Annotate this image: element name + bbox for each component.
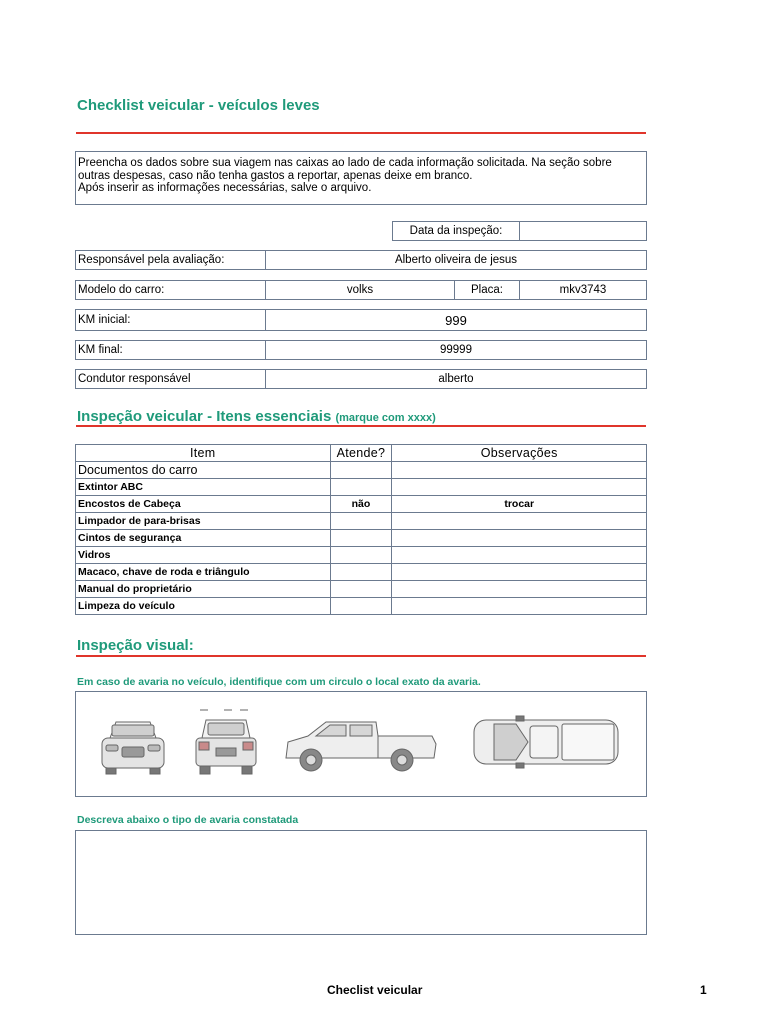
item-name: Macaco, chave de roda e triângulo: [76, 564, 331, 581]
essential-items-table: [75, 444, 647, 615]
atende-cell[interactable]: [330, 513, 392, 530]
obs-cell[interactable]: [392, 530, 647, 547]
vehicle-diagram-box[interactable]: [75, 691, 647, 797]
obs-cell[interactable]: [392, 581, 647, 598]
plate-field[interactable]: mkv3743: [519, 280, 647, 300]
obs-cell[interactable]: [392, 462, 647, 479]
driver-field[interactable]: alberto: [265, 369, 647, 389]
km-start-field[interactable]: 999: [265, 309, 647, 331]
table-row: [76, 530, 647, 547]
visual-inspection-title: Inspeção visual:: [77, 637, 194, 654]
km-start-label: KM inicial:: [75, 309, 266, 331]
item-name: Vidros: [76, 547, 331, 564]
car-top-view-icon: [474, 716, 618, 768]
table-row: [76, 598, 647, 615]
section3-divider: [76, 655, 646, 657]
atende-cell[interactable]: [330, 547, 392, 564]
car-model-field[interactable]: volks: [265, 280, 455, 300]
atende-cell[interactable]: não: [330, 496, 392, 513]
evaluator-field[interactable]: Alberto oliveira de jesus: [265, 250, 647, 270]
damage-description-label: Descreva abaixo o tipo de avaria constatada: [77, 814, 299, 826]
obs-cell[interactable]: trocar: [392, 496, 647, 513]
instructions-line-3: Após inserir as informações necessárias, salve o arquivo.: [78, 182, 372, 194]
atende-cell[interactable]: [330, 462, 392, 479]
inspection-date-field[interactable]: [519, 221, 647, 241]
damage-instruction: Em caso de avaria no veículo, identifique com um circulo o local exato da avaria.: [77, 676, 481, 688]
vehicle-diagrams: [76, 692, 646, 796]
km-end-label: KM final:: [75, 340, 266, 360]
table-row: [76, 547, 647, 564]
essential-items-title: Inspeção veicular - Itens essenciais: [77, 408, 332, 425]
inspection-date-label: Data da inspeção:: [392, 221, 520, 241]
driver-label: Condutor responsável: [75, 369, 266, 389]
atende-cell[interactable]: [330, 479, 392, 496]
plate-label: Placa:: [454, 280, 520, 300]
table-header-row: [76, 445, 647, 462]
title-divider: [76, 132, 646, 134]
instructions-line-2: outras despesas, caso não tenha gastos a reportar, apenas deixe em branco.: [78, 169, 473, 182]
section2-divider: [76, 425, 646, 427]
column-header-observacoes: Observações: [392, 445, 647, 462]
item-name: Encostos de Cabeça: [76, 496, 331, 513]
item-name: Documentos do carro: [76, 462, 331, 479]
atende-cell[interactable]: [330, 530, 392, 547]
obs-cell[interactable]: [392, 598, 647, 615]
footer-title: Checlist veicular: [327, 983, 423, 997]
table-row: [76, 479, 647, 496]
instructions-box: [75, 151, 647, 205]
car-model-label: Modelo do carro:: [75, 280, 266, 300]
table-row: [76, 462, 647, 479]
item-name: Extintor ABC: [76, 479, 331, 496]
item-name: Cintos de segurança: [76, 530, 331, 547]
obs-cell[interactable]: [392, 547, 647, 564]
item-name: Limpeza do veículo: [76, 598, 331, 615]
instructions-line-1: Preencha os dados sobre sua viagem nas caixas ao lado de cada informação solicitada. Na seção sobre: [78, 157, 612, 169]
column-header-item: Item: [76, 445, 331, 462]
damage-description-field[interactable]: [75, 830, 647, 935]
item-name: Limpador de para-brisas: [76, 513, 331, 530]
table-row: [76, 564, 647, 581]
item-name: Manual do proprietário: [76, 581, 331, 598]
table-row: [76, 581, 647, 598]
evaluator-label: Responsável pela avaliação:: [75, 250, 266, 270]
obs-cell[interactable]: [392, 479, 647, 496]
table-row: [76, 496, 647, 513]
table-row: [76, 513, 647, 530]
obs-cell[interactable]: [392, 564, 647, 581]
km-end-field[interactable]: 99999: [265, 340, 647, 360]
obs-cell[interactable]: [392, 513, 647, 530]
atende-cell[interactable]: [330, 598, 392, 615]
car-side-view-icon: [286, 722, 436, 771]
page-title: Checklist veicular - veículos leves: [77, 97, 320, 114]
car-front-view-icon: [102, 722, 164, 774]
column-header-atende: Atende?: [330, 445, 392, 462]
atende-cell[interactable]: [330, 564, 392, 581]
atende-cell[interactable]: [330, 581, 392, 598]
car-rear-view-icon: [196, 710, 256, 774]
page-number: 1: [700, 983, 707, 997]
essential-items-heading: [77, 408, 436, 425]
essential-items-note: (marque com xxxx): [335, 412, 436, 424]
